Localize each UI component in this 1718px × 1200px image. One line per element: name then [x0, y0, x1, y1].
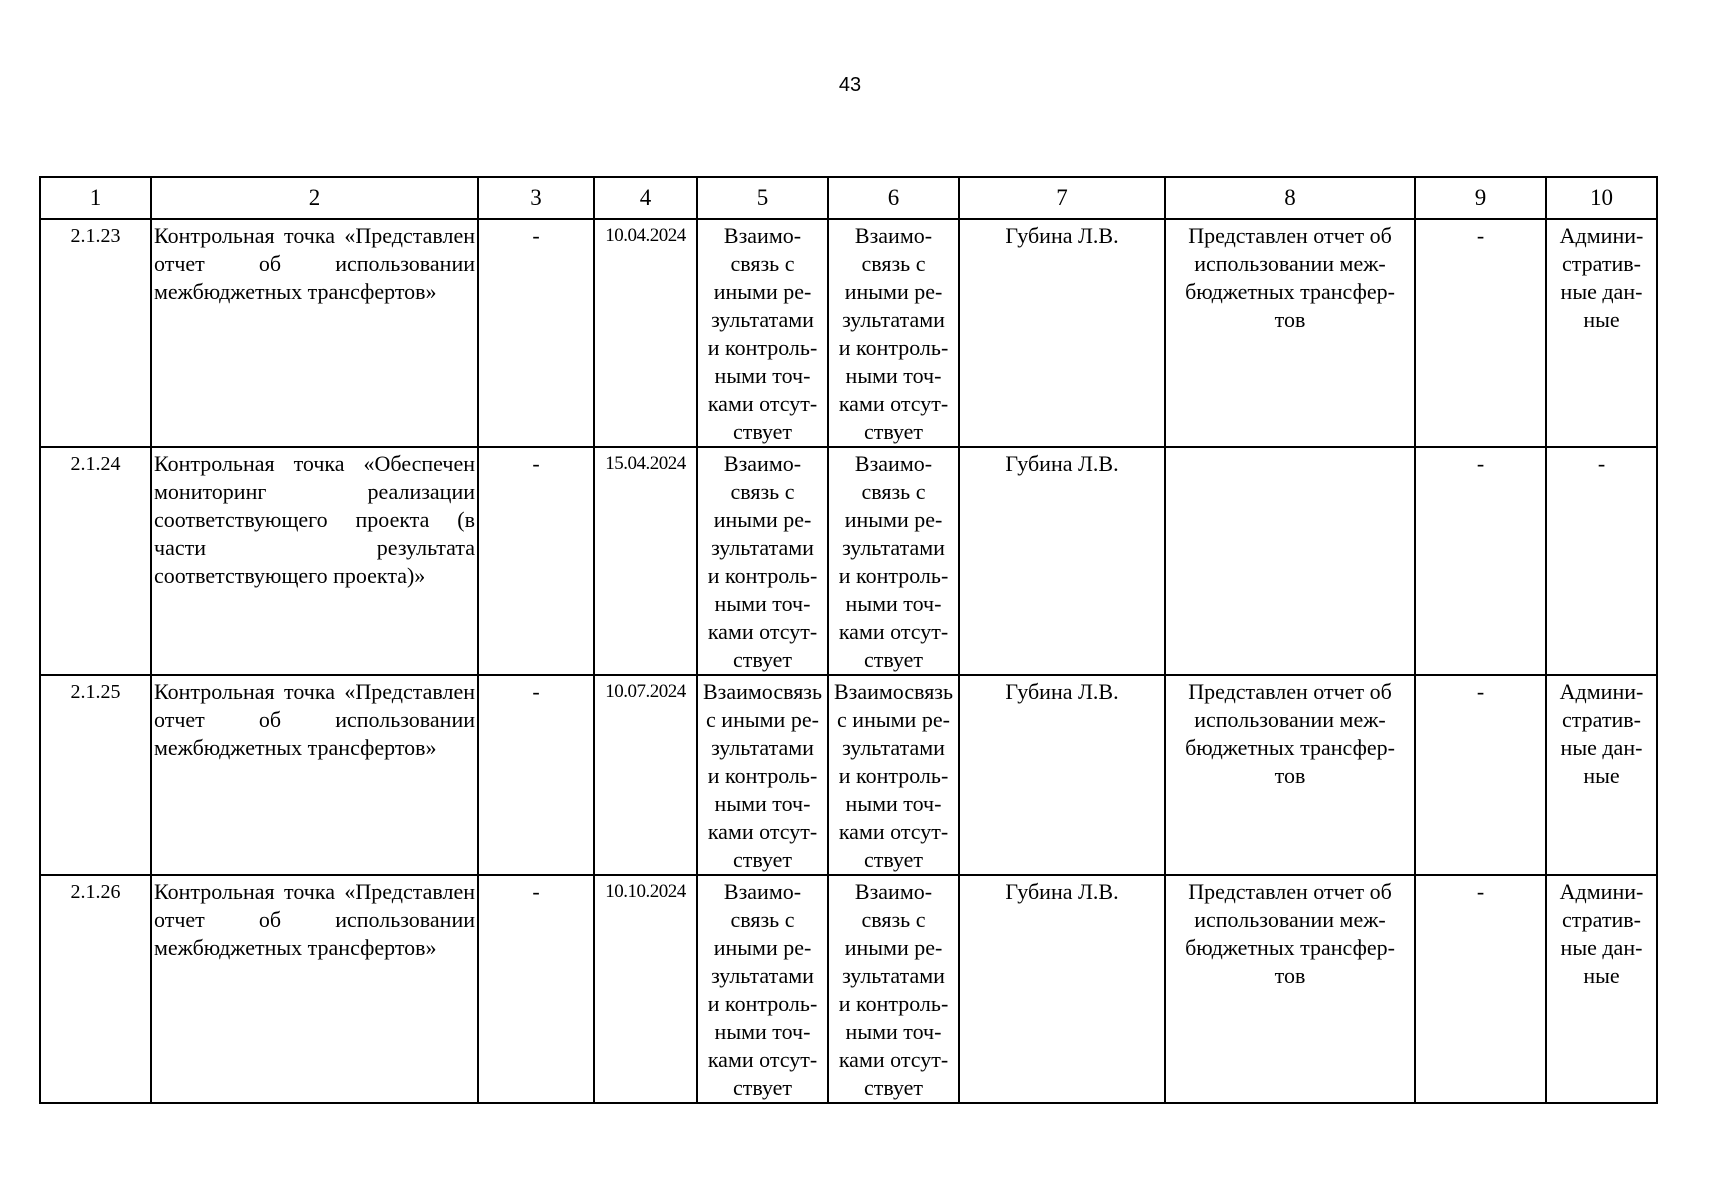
relation-col5	[697, 447, 828, 675]
data-source-line: ные	[1583, 963, 1620, 988]
relation-col5-line: и контроль-	[707, 563, 818, 588]
relation-col5-line: иными ре-	[713, 935, 812, 960]
relation-col5-line: связь с	[730, 251, 795, 276]
result-description-line: использовании меж-	[1194, 251, 1386, 276]
data-source-line: ные	[1583, 307, 1620, 332]
result-description-line: бюджетных трансфер-	[1185, 279, 1395, 304]
table-row	[40, 447, 1657, 675]
relation-col6-line: ными точ-	[845, 591, 942, 616]
relation-col5-line: ствует	[732, 647, 793, 672]
data-source	[1546, 875, 1657, 1103]
relation-col6-line: ками отсут-	[838, 619, 949, 644]
relation-col5-line: ствует	[732, 1075, 793, 1100]
relation-col5-line: Взаимосвязь	[702, 679, 823, 704]
relation-col6-line: ствует	[863, 847, 924, 872]
result-description-line: бюджетных трансфер-	[1185, 935, 1395, 960]
result-description-line: бюджетных трансфер-	[1185, 735, 1395, 760]
relation-col5-line: иными ре-	[713, 279, 812, 304]
item-number: 2.1.23	[40, 219, 151, 447]
result-description-line: тов	[1274, 963, 1306, 988]
table-row	[40, 875, 1657, 1103]
control-point-name: Контрольная точка «Представлен отчет об использовании межбюджетных трансфертов»	[151, 675, 478, 875]
header-cell: 7	[959, 177, 1165, 219]
relation-col6-line: ными точ-	[845, 363, 942, 388]
control-point-name: Контрольная точка «Представлен отчет об использовании межбюджетных трансфертов»	[151, 875, 478, 1103]
result-description	[1165, 875, 1415, 1103]
data-source-line: -	[1597, 451, 1606, 476]
relation-col5-line: ными точ-	[714, 1019, 811, 1044]
data-source-line: Админи-	[1559, 879, 1644, 904]
data-source-line: ные дан-	[1560, 279, 1643, 304]
col9-value: -	[1415, 219, 1546, 447]
data-source	[1546, 447, 1657, 675]
relation-col6-line: иными ре-	[844, 279, 943, 304]
relation-col5-line: Взаимо-	[723, 451, 802, 476]
data-source-line: стратив-	[1562, 907, 1641, 932]
relation-col6-line: ствует	[863, 419, 924, 444]
relation-col6-line: ками отсут-	[838, 1047, 949, 1072]
relation-col6-line: иными ре-	[844, 507, 943, 532]
responsible-person: Губина Л.В.	[959, 675, 1165, 875]
relation-col6-line: ками отсут-	[838, 819, 949, 844]
relation-col5-line: ками отсут-	[707, 619, 818, 644]
relation-col5-line: ными точ-	[714, 363, 811, 388]
control-point-name: Контрольная точка «Обеспечен мониторинг реализации соответствующего проекта (в части результата соответствующего проекта)»	[151, 447, 478, 675]
relation-col6-line: и контроль-	[838, 335, 949, 360]
relation-col6-line: ными точ-	[845, 1019, 942, 1044]
header-cell: 8	[1165, 177, 1415, 219]
relation-col5	[697, 675, 828, 875]
header-cell: 10	[1546, 177, 1657, 219]
data-source-line: ные	[1583, 763, 1620, 788]
header-cell: 6	[828, 177, 959, 219]
relation-col5-line: ствует	[732, 847, 793, 872]
col3-value: -	[478, 447, 594, 675]
data-source-line: ные дан-	[1560, 735, 1643, 760]
header-cell: 2	[151, 177, 478, 219]
relation-col5-line: с иными ре-	[706, 707, 819, 732]
relation-col5-line: ными точ-	[714, 591, 811, 616]
relation-col5-line: и контроль-	[707, 991, 818, 1016]
relation-col5-line: и контроль-	[707, 335, 818, 360]
col9-value: -	[1415, 875, 1546, 1103]
relation-col5-line: ками отсут-	[707, 1047, 818, 1072]
relation-col5-line: ствует	[732, 419, 793, 444]
relation-col5-line: Взаимо-	[723, 879, 802, 904]
col3-value: -	[478, 219, 594, 447]
relation-col5-line: иными ре-	[713, 507, 812, 532]
relation-col5-line: ными точ-	[714, 791, 811, 816]
relation-col6-line: зультатами	[842, 535, 945, 560]
relation-col5-line: связь с	[730, 479, 795, 504]
control-point-name: Контрольная точка «Представлен отчет об использовании межбюджетных трансфертов»	[151, 219, 478, 447]
col9-value: -	[1415, 447, 1546, 675]
relation-col6-line: иными ре-	[844, 935, 943, 960]
responsible-person: Губина Л.В.	[959, 447, 1165, 675]
responsible-person: Губина Л.В.	[959, 219, 1165, 447]
result-description	[1165, 447, 1415, 675]
deadline-date: 15.04.2024	[594, 447, 697, 675]
data-source-line: стратив-	[1562, 251, 1641, 276]
relation-col6-line: Взаимо-	[854, 451, 933, 476]
deadline-date: 10.07.2024	[594, 675, 697, 875]
data-source-line: Админи-	[1559, 223, 1644, 248]
relation-col6-line: и контроль-	[838, 563, 949, 588]
deadline-date: 10.10.2024	[594, 875, 697, 1103]
relation-col6-line: связь с	[861, 251, 926, 276]
relation-col6-line: ствует	[863, 1075, 924, 1100]
relation-col6-line: связь с	[861, 907, 926, 932]
data-source-line: ные дан-	[1560, 935, 1643, 960]
relation-col5-line: и контроль-	[707, 763, 818, 788]
item-number: 2.1.25	[40, 675, 151, 875]
col9-value: -	[1415, 675, 1546, 875]
header-row	[40, 177, 1657, 219]
relation-col6-line: с иными ре-	[837, 707, 950, 732]
relation-col6-line: зультатами	[842, 963, 945, 988]
relation-col6	[828, 219, 959, 447]
header-cell: 4	[594, 177, 697, 219]
relation-col6-line: и контроль-	[838, 763, 949, 788]
data-source	[1546, 219, 1657, 447]
relation-col6	[828, 447, 959, 675]
result-description-line: использовании меж-	[1194, 907, 1386, 932]
data-source-line: стратив-	[1562, 707, 1641, 732]
relation-col5-line: зультатами	[711, 735, 814, 760]
control-points-table	[39, 176, 1658, 1104]
relation-col6-line: ными точ-	[845, 791, 942, 816]
relation-col6-line: ками отсут-	[838, 391, 949, 416]
deadline-date: 10.04.2024	[594, 219, 697, 447]
col3-value: -	[478, 675, 594, 875]
relation-col6	[828, 675, 959, 875]
relation-col5	[697, 219, 828, 447]
item-number: 2.1.24	[40, 447, 151, 675]
responsible-person: Губина Л.В.	[959, 875, 1165, 1103]
result-description	[1165, 219, 1415, 447]
relation-col5-line: связь с	[730, 907, 795, 932]
relation-col6-line: связь с	[861, 479, 926, 504]
header-cell: 3	[478, 177, 594, 219]
result-description-line: Представлен отчет об	[1188, 679, 1392, 704]
header-cell: 1	[40, 177, 151, 219]
table-row	[40, 675, 1657, 875]
result-description-line: тов	[1274, 307, 1306, 332]
header-cell: 9	[1415, 177, 1546, 219]
result-description	[1165, 675, 1415, 875]
data-source	[1546, 675, 1657, 875]
item-number: 2.1.26	[40, 875, 151, 1103]
relation-col6-line: зультатами	[842, 735, 945, 760]
result-description-line: Представлен отчет об	[1188, 223, 1392, 248]
relation-col6-line: и контроль-	[838, 991, 949, 1016]
relation-col6-line: Взаимо-	[854, 879, 933, 904]
col3-value: -	[478, 875, 594, 1103]
relation-col6-line: ствует	[863, 647, 924, 672]
relation-col6-line: Взаимо-	[854, 223, 933, 248]
result-description-line: Представлен отчет об	[1188, 879, 1392, 904]
relation-col6-line: зультатами	[842, 307, 945, 332]
relation-col5-line: зультатами	[711, 535, 814, 560]
page-number: 43	[838, 74, 862, 96]
result-description-line: тов	[1274, 763, 1306, 788]
result-description-line: использовании меж-	[1194, 707, 1386, 732]
data-source-line: Админи-	[1559, 679, 1644, 704]
relation-col5	[697, 875, 828, 1103]
relation-col5-line: зультатами	[711, 307, 814, 332]
relation-col5-line: ками отсут-	[707, 391, 818, 416]
relation-col5-line: ками отсут-	[707, 819, 818, 844]
relation-col6	[828, 875, 959, 1103]
relation-col6-line: Взаимосвязь	[833, 679, 954, 704]
table-row	[40, 219, 1657, 447]
relation-col5-line: Взаимо-	[723, 223, 802, 248]
header-cell: 5	[697, 177, 828, 219]
relation-col5-line: зультатами	[711, 963, 814, 988]
